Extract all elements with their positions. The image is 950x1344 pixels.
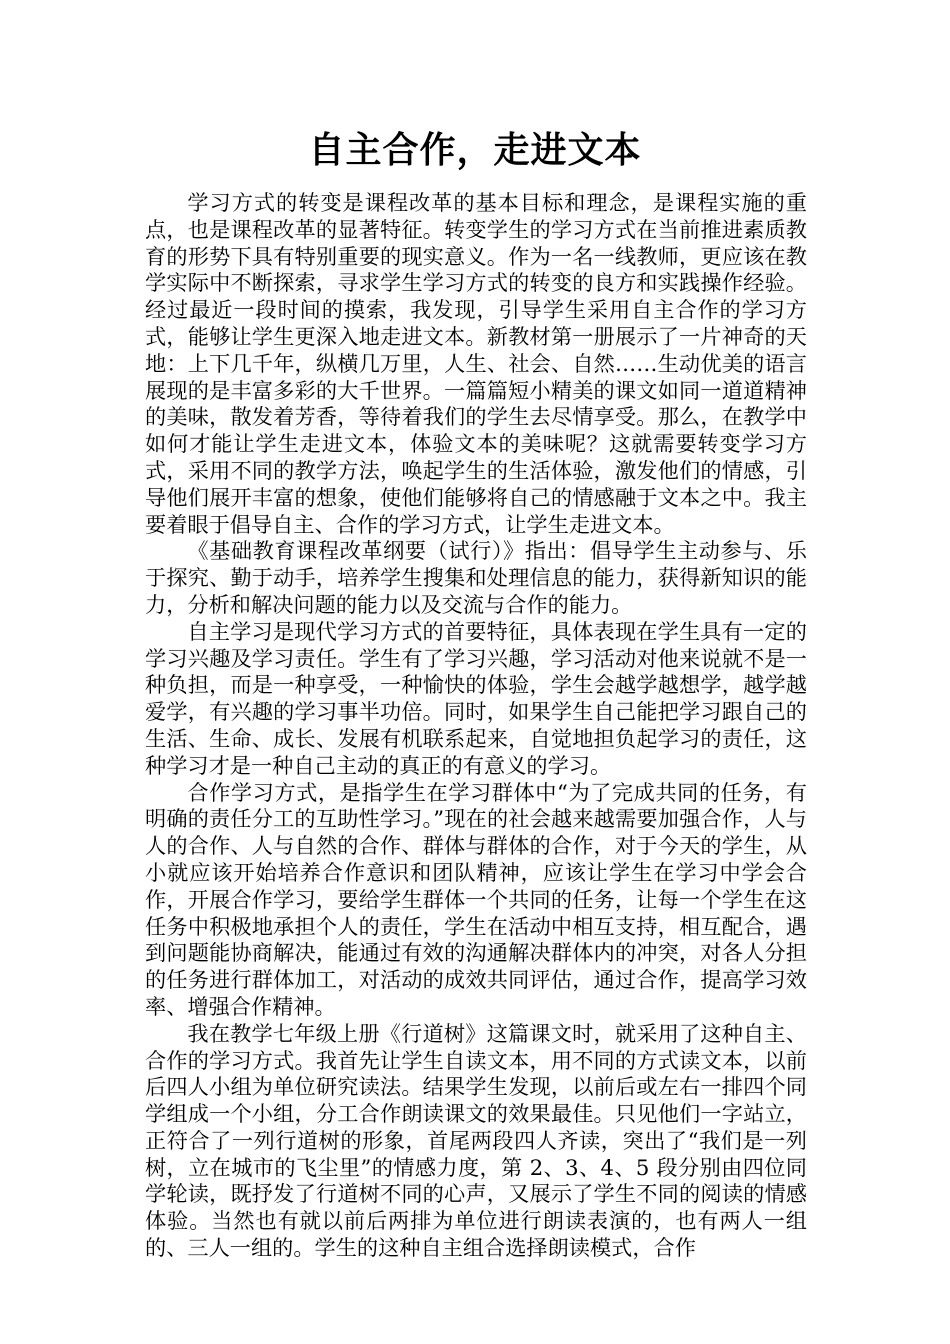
paragraph-5: 我在教学七年级上册《行道树》这篇课文时，就采用了这种自主、合作的学习方式。我首先让学生自读文本，用不同的方式读文本，以前后四人小组为单位研究读法。结果学生发现，以前后或左右一排四个同学组成一个小组，分工合作朗读课文的效果最佳。只见他们一字站立，正符合了一列行道树的形象，首尾两段四人齐读，突出了“我们是一列树，立在城市的飞尘里”的情感力度，第 2、3、4、5 段分别由四位同学轮读，既抒发了行道树不同的心声，又展示了学生不同的阅读的情感体验。当然也有就以前后两排为单位进行朗读表演的，也有两人一组的、三人一组的。学生的这种自主组合选择朗读模式，合作 — [145, 1020, 807, 1261]
paragraph-2: 《基础教育课程改革纲要（试行）》指出：倡导学生主动参与、乐于探究、勤于动手，培养学生搜集和处理信息的能力，获得新知识的能力，分析和解决问题的能力以及交流与合作的能力。 — [145, 538, 807, 617]
article-body — [145, 190, 807, 1262]
page-title: 自主合作，走进文本 — [308, 129, 642, 171]
paragraph-3: 自主学习是现代学习方式的首要特征，具体表现在学生具有一定的学习兴趣及学习责任。学生有了学习兴趣，学习活动对他来说就不是一种负担，而是一种享受，一种愉快的体验，学生会越学越想学，越学越爱学，有兴趣的学习事半功倍。同时，如果学生自己能把学习跟自己的生活、生命、成长、发展有机联系起来，自觉地担负起学习的责任，这种学习才是一种自己主动的真正的有意义的学习。 — [145, 618, 807, 778]
paragraph-4: 合作学习方式，是指学生在学习群体中“为了完成共同的任务，有明确的责任分工的互助性学习。”现在的社会越来越需要加强合作，人与人的合作、人与自然的合作、群体与群体的合作，对于今天的学生，从小就应该开始培养合作意识和团队精神，应该让学生在学习中学会合作，开展合作学习，要给学生群体一个共同的任务，让每一个学生在这任务中积极地承担个人的责任，学生在活动中相互支持，相互配合，遇到问题能协商解决，能通过有效的沟通解决群体内的冲突，对各人分担的任务进行群体加工，对活动的成效共同评估，通过合作，提高学习效率、增强合作精神。 — [145, 779, 807, 1019]
paragraph-1: 学习方式的转变是课程改革的基本目标和理念，是课程实施的重点，也是课程改革的显著特征。转变学生的学习方式在当前推进素质教育的形势下具有特别重要的现实意义。作为一名一线教师，更应该在教学实际中不断探索，寻求学生学习方式的转变的良方和实践操作经验。经过最近一段时间的摸索，我发现，引导学生采用自主合作的学习方式，能够让学生更深入地走进文本。新教材第一册展示了一片神奇的天地：上下几千年，纵横几万里，人生、社会、自然……生动优美的语言展现的是丰富多彩的大千世界。一篇篇短小精美的课文如同一道道精神的美味，散发着芳香，等待着我们的学生去尽情享受。那么，在教学中如何才能让学生走进文本，体验文本的美味呢？这就需要转变学习方式，采用不同的教学方法，唤起学生的生活体验，激发他们的情感，引导他们展开丰富的想象，使他们能够将自己的情感融于文本之中。我主要着眼于倡导自主、合作的学习方式，让学生走进文本。 — [145, 190, 807, 537]
